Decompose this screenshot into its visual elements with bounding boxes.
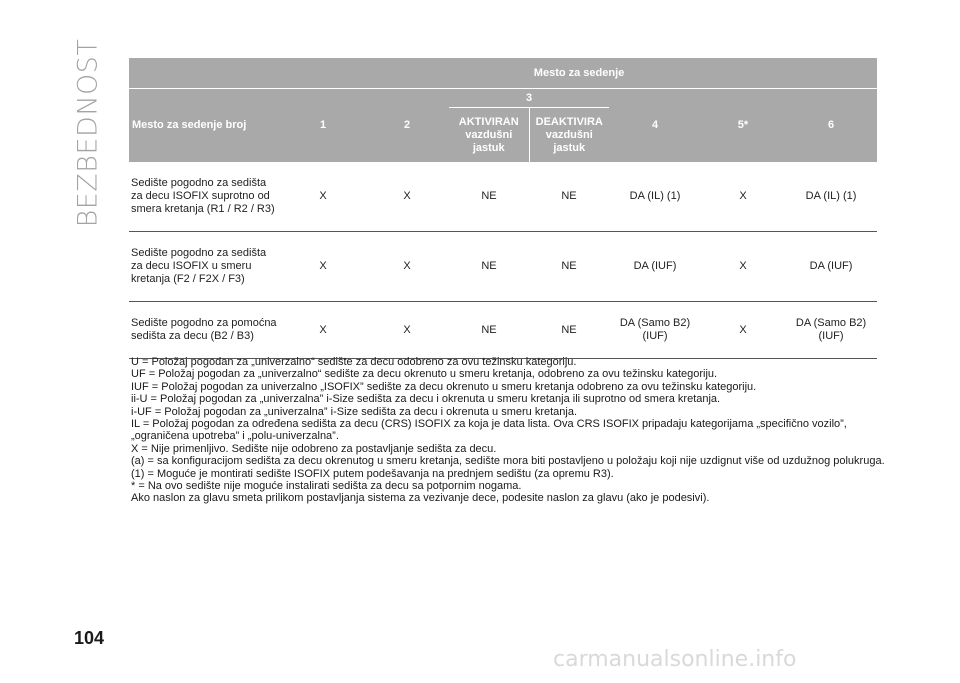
col-header-3-airbag-on: AKTIVIRAN vazdušni jastuk (449, 108, 529, 163)
table-row (129, 302, 877, 359)
col-header-1: 1 (281, 89, 365, 163)
cell: DA (IL) (1) (609, 162, 701, 232)
cell: DA (IUF) (609, 232, 701, 302)
row-label: Sedište pogodno za pomoćna sedišta za decu (B2 / B3) (129, 302, 281, 359)
cell: X (281, 232, 365, 302)
section-title (68, 38, 108, 228)
cell: X (701, 232, 785, 302)
col-header-2: 2 (365, 89, 449, 163)
cell: NE (449, 162, 529, 232)
cell: NE (449, 232, 529, 302)
legend-notes (131, 356, 891, 505)
cell: X (365, 232, 449, 302)
cell: X (701, 162, 785, 232)
note-line: (a) = sa konfiguracijom sedišta za decu okrenutog u smeru kretanja, sedište mora biti postavljeno u položaju koji nije uzdignut više od uzdužnog polukruga. (131, 455, 885, 468)
cell: NE (529, 232, 609, 302)
note-line: Ako naslon za glavu smeta prilikom postavljanja sistema za vezivanje dece, podesite naslon za glavu (ako je podesivi). (131, 492, 710, 505)
note-line: X = Nije primenljivo. Sedište nije odobreno za postavljanje sedišta za decu. (131, 442, 497, 455)
col-header-5: 5* (701, 89, 785, 163)
table-row (129, 232, 877, 302)
cell: DA (Samo B2) (IUF) (609, 302, 701, 359)
section-title-text: BEZBEDNOST (72, 38, 104, 228)
note-line: i-UF = Položaj pogodan za „univerzalna” i-Size sedišta za decu i okrenuta u smeru kretanja. (131, 405, 578, 418)
header-group: Mesto za sedenje (281, 58, 877, 89)
cell: DA (Samo B2) (IUF) (785, 302, 877, 359)
note-line: UF = Položaj pogodan za „univerzalno“ sedište za decu okrenuto u smeru kretanja, odobreno za ovu težinsku kategoriju. (131, 368, 718, 381)
cell: DA (IUF) (785, 232, 877, 302)
cell: DA (IL) (1) (785, 162, 877, 232)
table-row (129, 162, 877, 232)
note-line: ii-U = Položaj pogodan za „univerzalna” i-Size sedišta za decu i okrenuta u smeru kretanja ili suprotno od smera kretanja. (131, 393, 721, 406)
col-header-seat-number: Mesto za sedenje broj (129, 89, 281, 163)
note-line: IL = Položaj pogodan za određena sedišta za decu (CRS) ISOFIX za koja je data lista. Ova CRS ISOFIX pripadaju kategorijama „specifično vozilo”, „ograničena upotreba” i „polu-univerzalna”. (131, 418, 847, 443)
col-header-4: 4 (609, 89, 701, 163)
cell: X (701, 302, 785, 359)
row-label: Sedište pogodno za sedišta za decu ISOFIX u smeru kretanja (F2 / F2X / F3) (129, 232, 281, 302)
watermark-url: carmanualsonline.info (553, 647, 797, 672)
row-label: Sedište pogodno za sedišta za decu ISOFIX suprotno od smera kretanja (R1 / R2 / R3) (129, 162, 281, 232)
col-header-3: 3 (449, 89, 609, 108)
page-number: 104 (74, 628, 105, 648)
col-header-6: 6 (785, 89, 877, 163)
note-line: * = Na ovo sedište nije moguće instalirati sedišta za decu sa potpornim nogama. (131, 480, 522, 493)
cell: X (365, 162, 449, 232)
note-line: U = Položaj pogodan za „univerzalno“ sedište za decu odobreno za ovu težinsku kategoriju. (131, 356, 577, 368)
note-line: IUF = Položaj pogodan za univerzalno „ISOFIX” sedište za decu okrenuto u smeru kretanja odobreno za ovu težinsku kategoriju. (131, 380, 757, 393)
seat-compatibility-table (129, 58, 877, 359)
cell: X (365, 302, 449, 359)
cell: NE (529, 302, 609, 359)
note-line: (1) = Moguće je montirati sedište ISOFIX putem podešavanja na prednjem sedištu (za opremu R3). (131, 467, 614, 480)
cell: NE (529, 162, 609, 232)
cell: X (281, 162, 365, 232)
cell: X (281, 302, 365, 359)
col-header-3-airbag-off: DEAKTIVIRA vazdušni jastuk (529, 108, 609, 163)
cell: NE (449, 302, 529, 359)
